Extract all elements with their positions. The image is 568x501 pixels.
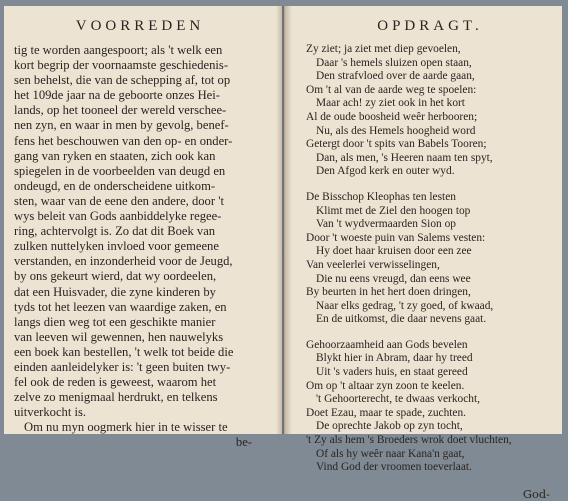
- poem-stanza: [306, 191, 554, 327]
- text-line: langs dien weg tot een geschikte manier: [14, 314, 216, 329]
- verse-line: Nu, als des Hemels hoogheid word: [316, 124, 476, 137]
- verse-line: Klimt met de Ziel den hoogen top: [316, 204, 471, 217]
- verse-line: Dan, als men, 's Heeren naam ten spyt,: [316, 151, 493, 164]
- catchword-right: God-: [522, 486, 550, 501]
- text-line: by ons gekeurt wierd, dat wy oordeelen,: [14, 269, 217, 284]
- verse-line: Om 't al van de aarde weg te spoelen:: [306, 83, 477, 96]
- text-line: lands, op het tooneel der wereld verschee-: [14, 103, 227, 118]
- verse-line: Naar elks gedrag, 't zy goed, of kwaad,: [316, 299, 494, 312]
- text-line: kort begrip der voornaamste geschiedenis-: [14, 58, 229, 73]
- verse-line: Uit 's vaders huis, en staat gereed: [316, 366, 468, 379]
- text-line: dat een Huisvader, die zyne kinderen by: [14, 284, 216, 299]
- text-line: zelve zo menigmaal herdrukt, en telkens: [14, 390, 218, 405]
- verse-line: By beurten in het hert doen dringen,: [306, 286, 471, 299]
- text-line: nen zyn, en waar in men by gevolg, benef-: [14, 118, 229, 133]
- verse-line: Door 't woeste puin van Salems vesten:: [306, 231, 486, 244]
- poem-stanza: [306, 43, 554, 179]
- dedication-poem: [306, 43, 554, 475]
- verse-line: De Bisschop Kleophas ten lesten: [306, 190, 456, 203]
- verse-line: Of als hy weêr naar Kana'n gaat,: [316, 447, 465, 460]
- verse-line: Van veelerlei verwisselingen,: [306, 258, 440, 271]
- running-head-right: OPDRAGT.: [377, 18, 483, 34]
- text-line: spiegelen in de voorbeelden van deugd en: [14, 163, 226, 178]
- verse-line: Den strafvloed over de aarde gaan,: [316, 70, 475, 83]
- text-line: einden aanleidelyker is: 't geen buiten twy-: [14, 359, 231, 374]
- text-line: verstanden, en inzonderheid voor de Jeugd,: [14, 254, 233, 269]
- running-head-left: VOORREDEN: [75, 18, 205, 34]
- text-line: ring, achtervolgt is. Zo dat dit Boek van: [14, 224, 216, 239]
- verse-line: En de uitkomst, die daar nevens gaat.: [316, 313, 487, 326]
- catchword-left: be-: [235, 435, 252, 450]
- text-line: uitverkocht is.: [14, 405, 87, 420]
- verse-line: Om op 't altaar zyn zoon te keelen.: [306, 379, 465, 392]
- right-page: [284, 6, 562, 501]
- text-line: fel ook de reden is geweest, waarom het: [14, 375, 217, 390]
- verse-line: Blykt hier in Abram, daar hy treed: [316, 352, 473, 365]
- text-line: sten, waar van de eene den andere, door 't: [14, 193, 224, 208]
- verse-line: Daar 's hemels sluizen open staan,: [316, 56, 472, 69]
- verse-line: 't Zy als hem 's Broeders wrok doet vluchten,: [306, 434, 512, 447]
- text-line: van leeven wil gewennen, hen nauwelyks: [14, 329, 224, 344]
- verse-line: 't Gehoorterecht, te dwaas verkocht,: [316, 393, 480, 406]
- verse-line: Doet Ezau, maar te spade, zuchten.: [306, 406, 467, 419]
- text-line: wys beleit van Gods aanbiddelyke regee-: [14, 209, 222, 224]
- text-line: het 109de jaar na de geboorte onzes Hei-: [14, 88, 220, 103]
- left-page: [4, 6, 282, 450]
- verse-line: Maar ach! zy ziet ook in het kort: [316, 97, 465, 110]
- verse-line: Hy doet haar kruisen door een zee: [316, 245, 472, 258]
- text-line: zulken nuttelyken invloed voor gemeene: [14, 239, 219, 254]
- verse-line: Die nu eens vreugd, dan eens wee: [316, 272, 471, 285]
- verse-line: Gehoorzaamheid aan Gods bevelen: [306, 338, 468, 351]
- poem-stanza: [306, 339, 554, 475]
- text-line: tig te worden aangespoort; als 't welk een: [14, 43, 223, 57]
- text-line: ondeugd, en de onderscheidene uitkom-: [14, 178, 216, 193]
- text-line: gang van ryken en staaten, zich ook kan: [14, 148, 216, 163]
- text-line: tyds tot het leezen van waardige zaken, en: [14, 299, 227, 314]
- book-gutter: [276, 6, 292, 434]
- verse-line: Getergt door 't spits van Babels Tooren;: [306, 138, 487, 151]
- verse-line: Al de oude boosheid weêr herbooren;: [306, 110, 478, 123]
- text-line: sen behelst, die van de schepping af, tot op: [14, 73, 231, 88]
- verse-line: De oprechte Jakob op zyn tocht,: [316, 420, 463, 433]
- verse-line: Vind God der vroomen toeverlaat.: [316, 461, 472, 474]
- paragraph-start-line: Om nu myn oogmerk hier in te wisser te: [24, 420, 228, 435]
- text-line: een boek kan bestellen, 't welk tot beide die: [14, 344, 234, 359]
- verse-line: Van 't wydvermaarden Sion op: [316, 218, 456, 231]
- preface-text: [14, 43, 266, 451]
- verse-line: Den Afgod kerk en outer wyd.: [316, 165, 455, 178]
- text-line: fens het beschouwen van den op- en onder-: [14, 133, 233, 148]
- verse-line: Zy ziet; ja ziet met diep gevoelen,: [306, 43, 461, 55]
